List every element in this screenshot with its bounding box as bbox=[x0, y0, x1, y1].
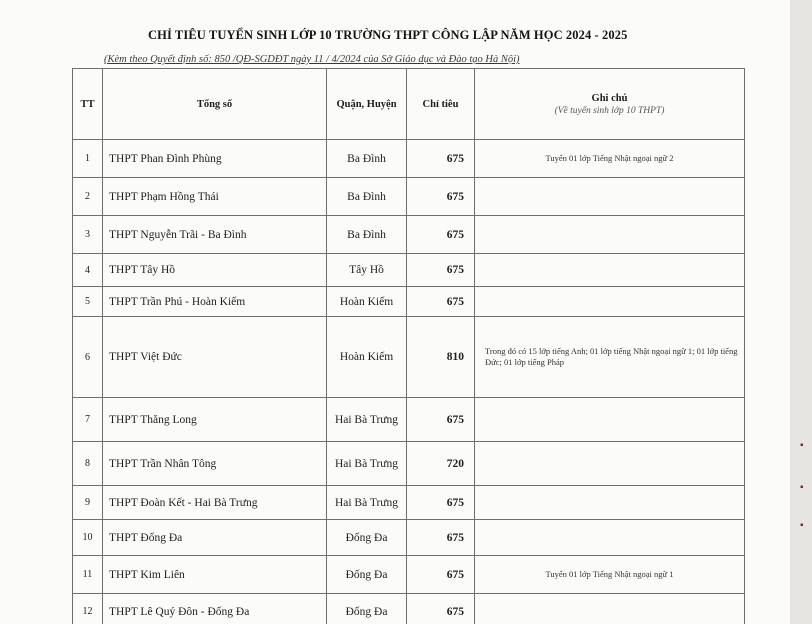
margin-ink-mark: ▪ bbox=[800, 440, 804, 451]
table-row bbox=[73, 398, 745, 442]
row-tt: 6 bbox=[73, 317, 103, 398]
row-school-name: THPT Tây Hồ bbox=[103, 254, 327, 287]
row-note: Trong đó có 15 lớp tiếng Anh; 01 lớp tiếng Nhật ngoại ngữ 1; 01 lớp tiếng Đức; 01 lớp tiếng Pháp bbox=[475, 317, 745, 398]
table-row bbox=[73, 287, 745, 317]
header-name: Tổng số bbox=[103, 69, 327, 140]
header-note-sub: (Về tuyển sinh lớp 10 THPT) bbox=[554, 105, 665, 116]
row-tt: 2 bbox=[73, 178, 103, 216]
row-quota: 675 bbox=[407, 254, 475, 287]
row-tt: 8 bbox=[73, 442, 103, 486]
table-row bbox=[73, 317, 745, 398]
header-quota: Chỉ tiêu bbox=[407, 69, 475, 140]
row-note bbox=[475, 520, 745, 556]
row-quota: 675 bbox=[407, 216, 475, 254]
row-school-name: THPT Trần Nhân Tông bbox=[103, 442, 327, 486]
row-tt: 1 bbox=[73, 140, 103, 178]
header-tt: TT bbox=[73, 69, 103, 140]
row-school-name: THPT Trần Phú - Hoàn Kiếm bbox=[103, 287, 327, 317]
row-note bbox=[475, 287, 745, 317]
row-school-name: THPT Nguyễn Trãi - Ba Đình bbox=[103, 216, 327, 254]
row-school-name: THPT Phạm Hồng Thái bbox=[103, 178, 327, 216]
row-note bbox=[475, 594, 745, 624]
row-quota: 675 bbox=[407, 520, 475, 556]
row-district: Ba Đình bbox=[327, 216, 407, 254]
row-district: Tây Hồ bbox=[327, 254, 407, 287]
row-district: Đống Đa bbox=[327, 520, 407, 556]
row-district: Ba Đình bbox=[327, 140, 407, 178]
row-note bbox=[475, 216, 745, 254]
row-school-name: THPT Kim Liên bbox=[103, 556, 327, 594]
row-district: Hai Bà Trưng bbox=[327, 486, 407, 520]
row-quota: 675 bbox=[407, 398, 475, 442]
header-note bbox=[475, 69, 745, 140]
table-row bbox=[73, 442, 745, 486]
row-district: Hoàn Kiếm bbox=[327, 287, 407, 317]
row-quota: 675 bbox=[407, 594, 475, 624]
row-school-name: THPT Đoàn Kết - Hai Bà Trưng bbox=[103, 486, 327, 520]
row-school-name: THPT Thăng Long bbox=[103, 398, 327, 442]
row-school-name: THPT Lê Quý Đôn - Đống Đa bbox=[103, 594, 327, 624]
row-school-name: THPT Phan Đình Phùng bbox=[103, 140, 327, 178]
row-quota: 810 bbox=[407, 317, 475, 398]
header-district: Quận, Huyện bbox=[327, 69, 407, 140]
row-district: Đống Đa bbox=[327, 594, 407, 624]
row-district: Hai Bà Trưng bbox=[327, 398, 407, 442]
row-quota: 675 bbox=[407, 140, 475, 178]
header-note-label: Ghi chú bbox=[591, 92, 628, 104]
table-row bbox=[73, 140, 745, 178]
document-subtitle: (Kèm theo Quyết định số: 850 /QĐ-SGDĐT ngày 11 / 4/2024 của Sở Giáo dục và Đào tạo Hà Nội) bbox=[104, 54, 520, 65]
row-tt: 9 bbox=[73, 486, 103, 520]
margin-ink-mark: ▪ bbox=[800, 520, 804, 531]
table-row bbox=[73, 486, 745, 520]
row-district: Hoàn Kiếm bbox=[327, 317, 407, 398]
row-quota: 720 bbox=[407, 442, 475, 486]
row-quota: 675 bbox=[407, 556, 475, 594]
row-school-name: THPT Đống Đa bbox=[103, 520, 327, 556]
row-district: Đống Đa bbox=[327, 556, 407, 594]
row-tt: 7 bbox=[73, 398, 103, 442]
row-quota: 675 bbox=[407, 178, 475, 216]
row-note bbox=[475, 486, 745, 520]
row-district: Ba Đình bbox=[327, 178, 407, 216]
row-note bbox=[475, 442, 745, 486]
row-note: Tuyển 01 lớp Tiếng Nhật ngoại ngữ 2 bbox=[475, 140, 745, 178]
table-row bbox=[73, 178, 745, 216]
row-note bbox=[475, 178, 745, 216]
row-quota: 675 bbox=[407, 486, 475, 520]
table-header-row bbox=[73, 69, 745, 140]
row-tt: 3 bbox=[73, 216, 103, 254]
margin-ink-mark: ▪ bbox=[800, 482, 804, 493]
table-row bbox=[73, 216, 745, 254]
row-note bbox=[475, 398, 745, 442]
table-row bbox=[73, 594, 745, 624]
row-tt: 10 bbox=[73, 520, 103, 556]
row-note bbox=[475, 254, 745, 287]
table-row bbox=[73, 520, 745, 556]
row-school-name: THPT Việt Đức bbox=[103, 317, 327, 398]
row-tt: 12 bbox=[73, 594, 103, 624]
row-tt: 5 bbox=[73, 287, 103, 317]
admission-quota-table bbox=[72, 68, 745, 624]
row-note: Tuyển 01 lớp Tiếng Nhật ngoại ngữ 1 bbox=[475, 556, 745, 594]
table-row bbox=[73, 556, 745, 594]
document-title: CHỈ TIÊU TUYỂN SINH LỚP 10 TRƯỜNG THPT CÔNG LẬP NĂM HỌC 2024 - 2025 bbox=[148, 28, 628, 42]
row-tt: 4 bbox=[73, 254, 103, 287]
row-quota: 675 bbox=[407, 287, 475, 317]
row-district: Hai Bà Trưng bbox=[327, 442, 407, 486]
table-row bbox=[73, 254, 745, 287]
row-tt: 11 bbox=[73, 556, 103, 594]
